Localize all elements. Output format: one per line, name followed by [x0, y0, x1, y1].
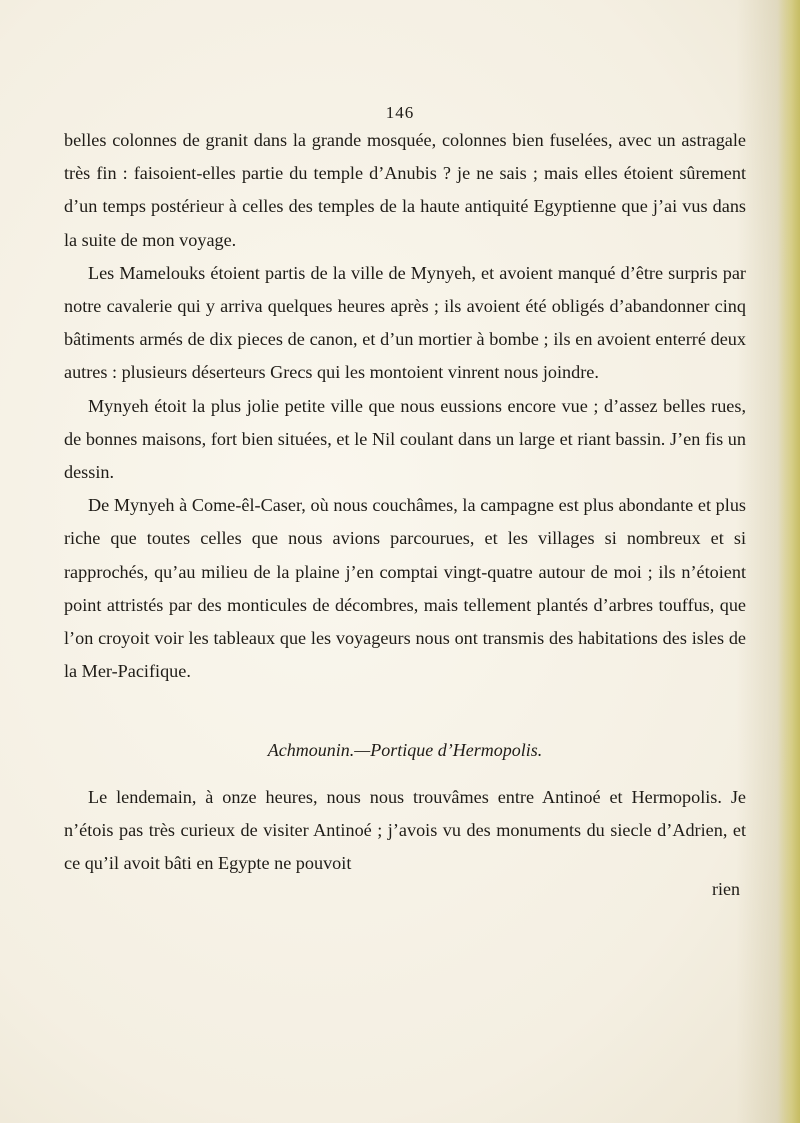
catchword: rien	[712, 879, 740, 899]
main-text-lower	[64, 781, 746, 881]
caption-place: Achmounin.	[267, 740, 355, 760]
paragraph-1: belles colonnes de granit dans la grande mosquée, colonnes bien fuselées, avec un astragale très fin : faisoient-elles partie du temple d’Anubis ? je ne sais ; mais elles étoient sûrement d’un temps postérieur à celles des temples de la haute antiquité Egyptienne que j’ai vus dans la suite de mon voyage.	[64, 130, 746, 250]
page-number: 146	[385, 103, 415, 122]
paragraph-3: Mynyeh étoit la plus jolie petite ville que nous eussions encore vue ; d’assez belles rues, de bonnes maisons, fort bien situées, et le Nil coulant dans un large et riant bassin. J’en fis un dessin.	[64, 395, 746, 483]
section-caption	[64, 740, 746, 761]
paragraph-5: Le lendemain, à onze heures, nous nous trouvâmes entre Antinoé et Hermopolis. Je n’étois pas très curieux de visiter Antinoé ; j’avois vu des monuments du siecle d’Adrien, et ce qu’il avoit bâti en Egypte ne pouvoit	[64, 787, 746, 874]
page-edge-stain	[778, 0, 800, 1123]
paragraph-4: De Mynyeh à Come-êl-Caser, où nous couchâmes, la campagne est plus abondante et plus riche que toutes celles que nous avions parcourues, et les villages si nombreux et si rapprochés, qu’au milieu de la plaine j’en comptai vingt-quatre autour de moi ; ils n’étoient point attristés par des monticules de décombres, mais tellement plantés d’arbres touffus, que l’on croyoit voir les tableaux que les voyageurs nous ont transmis des habitations des isles de la Mer-Pacifique.	[64, 495, 746, 682]
main-text-upper	[64, 124, 746, 688]
caption-dash: —	[354, 740, 371, 760]
caption-subject: Portique d’Hermopolis.	[370, 740, 543, 760]
paragraph-2: Les Mamelouks étoient partis de la ville de Mynyeh, et avoient manqué d’être surpris par notre cavalerie qui y arriva quelques heures après ; ils avoient été obligés d’abandonner cinq bâtiments armés de dix pieces de canon, et d’un mortier à bombe ; ils en avoient enterré deux autres : plusieurs déserteurs Grecs qui les montoient vinrent nous joindre.	[64, 262, 746, 383]
